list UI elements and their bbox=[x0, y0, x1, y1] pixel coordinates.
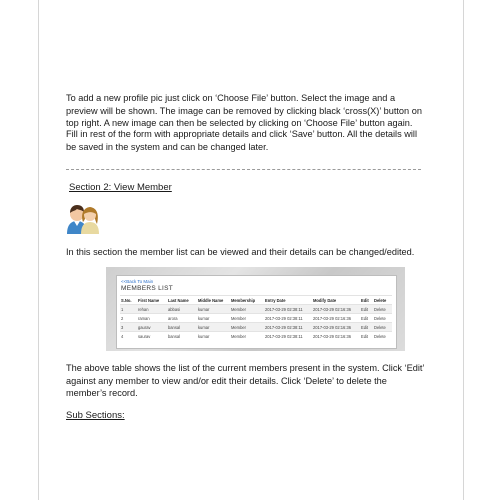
table-cell: bansal bbox=[167, 332, 197, 341]
table-cell: 2017-03-29 02:16:36 bbox=[312, 314, 360, 323]
column-header: Middle Name bbox=[197, 296, 230, 305]
delete-link[interactable]: Delete bbox=[373, 323, 392, 332]
column-header: First Name bbox=[137, 296, 167, 305]
table-cell: kumar bbox=[197, 305, 230, 314]
column-header: Delete bbox=[373, 296, 392, 305]
edit-link[interactable]: Edit bbox=[360, 314, 373, 323]
table-cell: kumar bbox=[197, 332, 230, 341]
paragraph-fill-form: Fill in rest of the form with appropriate details and click ‘Save’ button. All the details will be saved in the system and can be changed later. bbox=[66, 129, 417, 152]
table-cell: kumar bbox=[197, 314, 230, 323]
column-header: Modify Date bbox=[312, 296, 360, 305]
table-cell: Member bbox=[230, 332, 264, 341]
table-cell: kumar bbox=[197, 323, 230, 332]
table-row bbox=[120, 314, 392, 323]
table-cell: saurav bbox=[137, 332, 167, 341]
members-list-panel bbox=[116, 275, 397, 349]
users-icon bbox=[65, 202, 101, 234]
paragraph-member-list: In this section the member list can be viewed and their details can be changed/edited. bbox=[66, 247, 415, 257]
edit-link[interactable]: Edit bbox=[360, 323, 373, 332]
delete-link[interactable]: Delete bbox=[373, 332, 392, 341]
table-cell: 2017-03-29 02:38:11 bbox=[264, 305, 312, 314]
table-cell: 2 bbox=[120, 314, 137, 323]
table-cell: 2017-03-29 02:16:36 bbox=[312, 323, 360, 332]
members-list-title: MEMBERS LIST bbox=[121, 285, 173, 292]
table-cell: bansal bbox=[167, 323, 197, 332]
table-cell: 2017-03-29 02:38:11 bbox=[264, 332, 312, 341]
table-cell: 1 bbox=[120, 305, 137, 314]
table-cell: Member bbox=[230, 305, 264, 314]
dashed-divider bbox=[66, 169, 421, 170]
table-cell: 2017-03-29 02:38:11 bbox=[264, 314, 312, 323]
edit-link[interactable]: Edit bbox=[360, 305, 373, 314]
table-cell: 2017-03-29 02:38:11 bbox=[264, 323, 312, 332]
table-row bbox=[120, 332, 392, 341]
column-header: Edit bbox=[360, 296, 373, 305]
table-cell: gaurav bbox=[137, 323, 167, 332]
table-cell: 2017-03-29 02:16:36 bbox=[312, 332, 360, 341]
column-header: Entry Date bbox=[264, 296, 312, 305]
delete-link[interactable]: Delete bbox=[373, 314, 392, 323]
delete-link[interactable]: Delete bbox=[373, 305, 392, 314]
table-row bbox=[120, 305, 392, 314]
members-table bbox=[120, 295, 392, 340]
sub-sections-heading: Sub Sections: bbox=[66, 410, 125, 421]
table-cell: arora bbox=[167, 314, 197, 323]
members-list-screenshot bbox=[106, 267, 405, 351]
section-2-heading: Section 2: View Member bbox=[69, 182, 172, 193]
column-header: Membership bbox=[230, 296, 264, 305]
table-cell: 4 bbox=[120, 332, 137, 341]
column-header: Last Name bbox=[167, 296, 197, 305]
table-cell: rehan bbox=[137, 305, 167, 314]
paragraph-profile-pic: To add a new profile pic just click on ‘Choose File’ button. Select the image and a preview will be shown. The image can be removed by clicking black ‘cross(X)’ button on top right. A new image can then be selected by clicking on ‘Choose File’ button again. bbox=[66, 93, 422, 129]
edit-link[interactable]: Edit bbox=[360, 332, 373, 341]
table-cell: abbasi bbox=[167, 305, 197, 314]
table-cell: 2017-03-29 02:16:36 bbox=[312, 305, 360, 314]
back-to-main-link[interactable]: <<Back To Main bbox=[121, 279, 154, 284]
table-cell: Member bbox=[230, 323, 264, 332]
table-cell: raman bbox=[137, 314, 167, 323]
table-cell: Member bbox=[230, 314, 264, 323]
table-cell: 3 bbox=[120, 323, 137, 332]
paragraph-table-description: The above table shows the list of the current members present in the system. Click ‘Edit’ against any member to view and/or edit their details. Click ‘Delete’ to delete the member’s record. bbox=[66, 363, 425, 399]
table-header-row bbox=[120, 296, 392, 305]
document-page bbox=[38, 0, 464, 500]
column-header: S.No. bbox=[120, 296, 137, 305]
table-row bbox=[120, 323, 392, 332]
